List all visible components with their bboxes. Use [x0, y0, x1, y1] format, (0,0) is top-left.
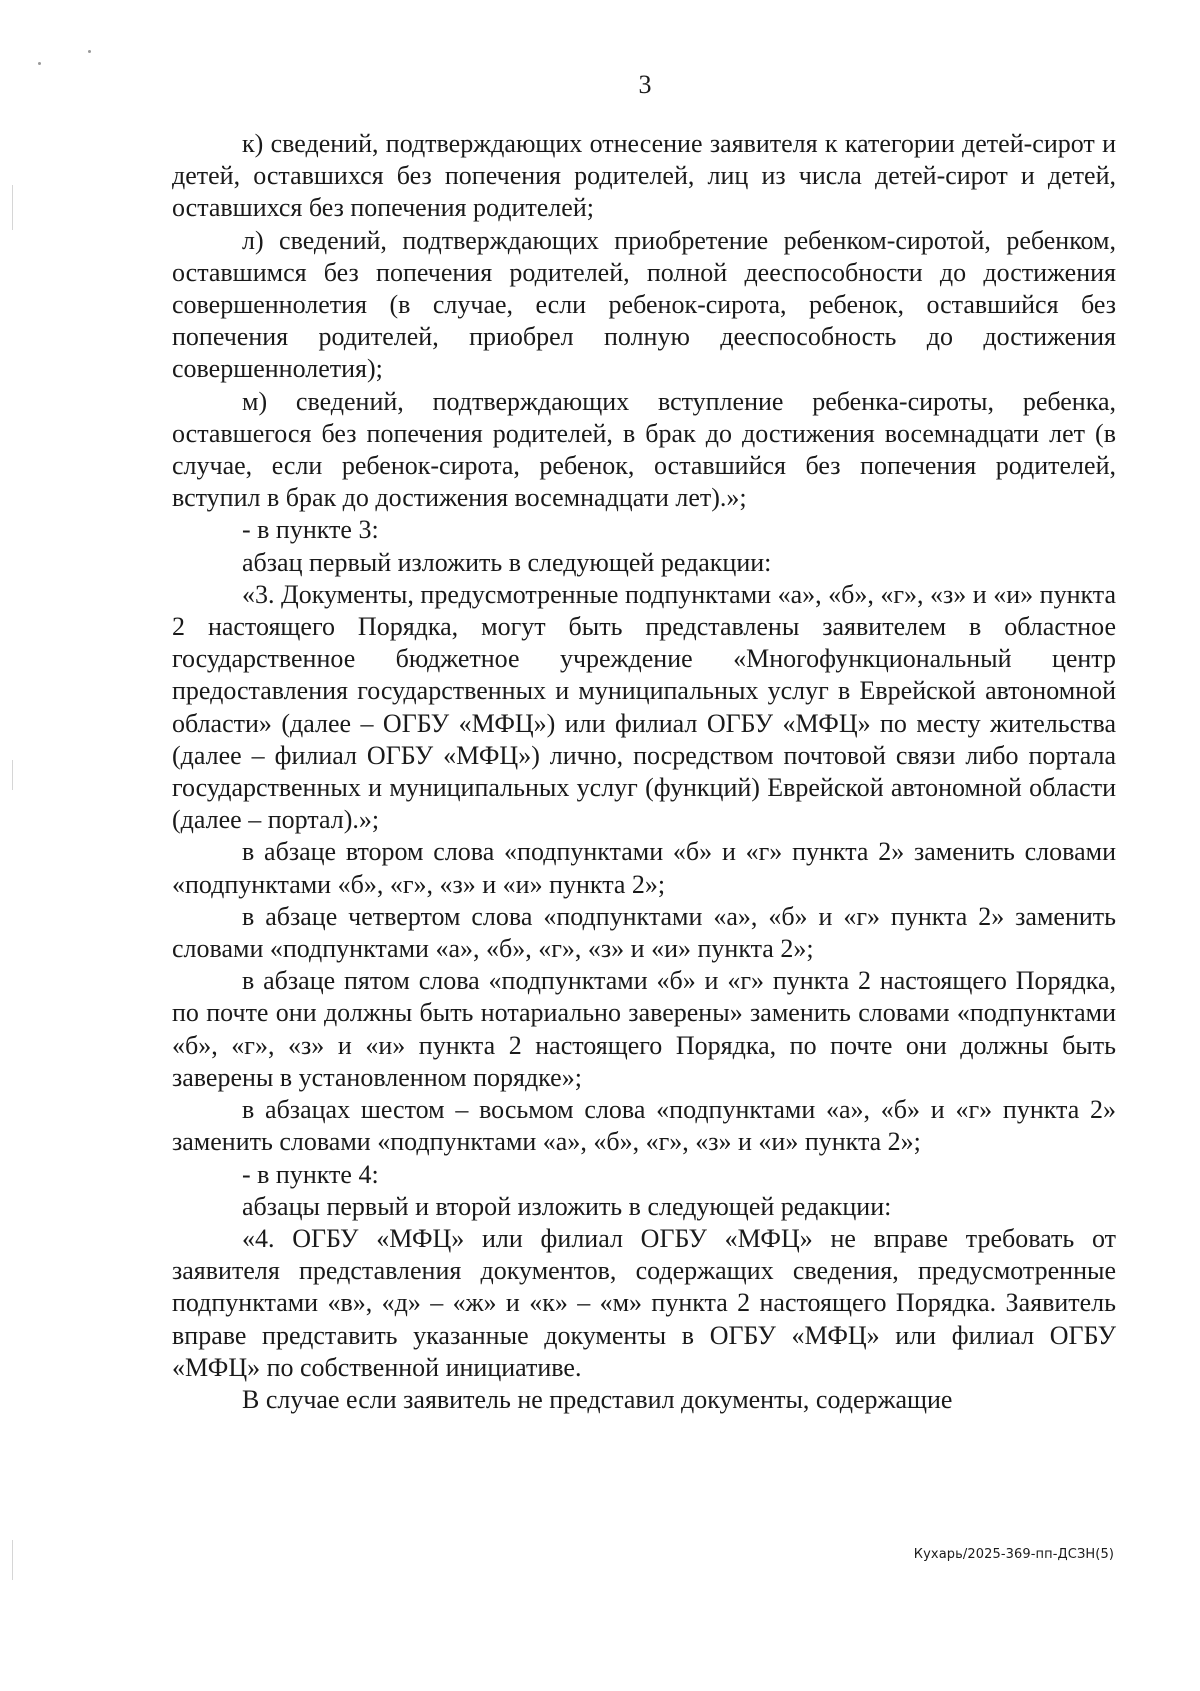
- scan-edge-mark: [12, 1540, 13, 1580]
- paragraph-item-4-instruction: абзацы первый и второй изложить в следующей редакции:: [242, 1191, 892, 1221]
- paragraph-subitem-l: л) сведений, подтверждающих приобретение ребенком-сиротой, ребенком, оставшимся без попечения родителей, полной дееспособности до достижения совершеннолетия (в случае, если ребенок-сирота, ребенок, оставшийся без попечения родителей, приобрел полную дееспособность до достижения совершеннолетия);: [172, 225, 1116, 384]
- paragraph-sixth-eighth-abzac: в абзацах шестом – восьмом слова «подпунктами «а», «б» и «г» пункта 2» заменить словами «подпунктами «а», «б», «г», «з» и «и» пункта 2»;: [172, 1095, 1116, 1157]
- paragraph-item-4-new-text: «4. ОГБУ «МФЦ» или филиал ОГБУ «МФЦ» не вправе требовать от заявителя представления документов, содержащих сведения, предусмотренные подпунктами «в», «д» – «ж» и «к» – «м» пункта 2 настоящего Порядка. Заявитель вправе представить указанные документы в ОГБУ «МФЦ» или филиал ОГБУ «МФЦ» по собственной инициативе.: [172, 1223, 1116, 1382]
- document-registration-code: Кухарь/2025-369-пп-ДСЗН(5): [913, 1547, 1114, 1562]
- document-body: [172, 128, 1116, 1416]
- paragraph-fifth-abzac: в абзаце пятом слова «подпунктами «б» и «г» пункта 2 настоящего Порядка, по почте они должны быть нотариально заверены» заменить словами «подпунктами «б», «г», «з» и «и» пункта 2 настоящего Порядка, по почте они должны быть заверены в установленном порядке»;: [172, 966, 1116, 1092]
- paragraph-fourth-abzac: в абзаце четвертом слова «подпунктами «а», «б» и «г» пункта 2» заменить словами «подпунктами «а», «б», «г», «з» и «и» пункта 2»;: [172, 901, 1116, 964]
- paragraph-item-4-heading: - в пункте 4:: [242, 1159, 379, 1189]
- page-number: 3: [638, 70, 652, 99]
- scan-speck: [38, 62, 41, 65]
- paragraph-item-4-continuation: В случае если заявитель не представил документы, содержащие: [242, 1384, 953, 1414]
- paragraph-item-3-instruction: абзац первый изложить в следующей редакции:: [242, 547, 772, 577]
- scan-edge-mark: [12, 760, 13, 790]
- scan-speck: [88, 50, 91, 53]
- paragraph-item-3-new-text: «3. Документы, предусмотренные подпунктами «а», «б», «г», «з» и «и» пункта 2 настоящего Порядка, могут быть представлены заявителем в областное государственное бюджетное учреждение «Многофункциональный центр предоставления государственных и муниципальных услуг в Еврейской автономной области» (далее – ОГБУ «МФЦ») или филиал ОГБУ «МФЦ» по месту жительства (далее – филиал ОГБУ «МФЦ») лично, посредством почтовой связи либо портала государственных и муниципальных услуг (функций) Еврейской автономной области (далее – портал).»;: [172, 579, 1116, 835]
- scan-edge-mark: [12, 185, 13, 230]
- paragraph-subitem-k: к) сведений, подтверждающих отнесение заявителя к категории детей-сирот и детей, оставшихся без попечения родителей, лиц из числа детей-сирот и детей, оставшихся без попечения родителей;: [172, 129, 1116, 223]
- paragraph-second-abzac: в абзаце втором слова «подпунктами «б» и «г» пункта 2» заменить словами «подпунктами «б», «г», «з» и «и» пункта 2»;: [172, 837, 1116, 899]
- paragraph-subitem-m: м) сведений, подтверждающих вступление ребенка-сироты, ребенка, оставшегося без попечения родителей, в брак до достижения восемнадцати лет (в случае, если ребенок-сирота, ребенок, оставшийся без попечения родителей, вступил в брак до достижения восемнадцати лет).»;: [172, 386, 1116, 513]
- paragraph-item-3-heading: - в пункте 3:: [242, 515, 379, 545]
